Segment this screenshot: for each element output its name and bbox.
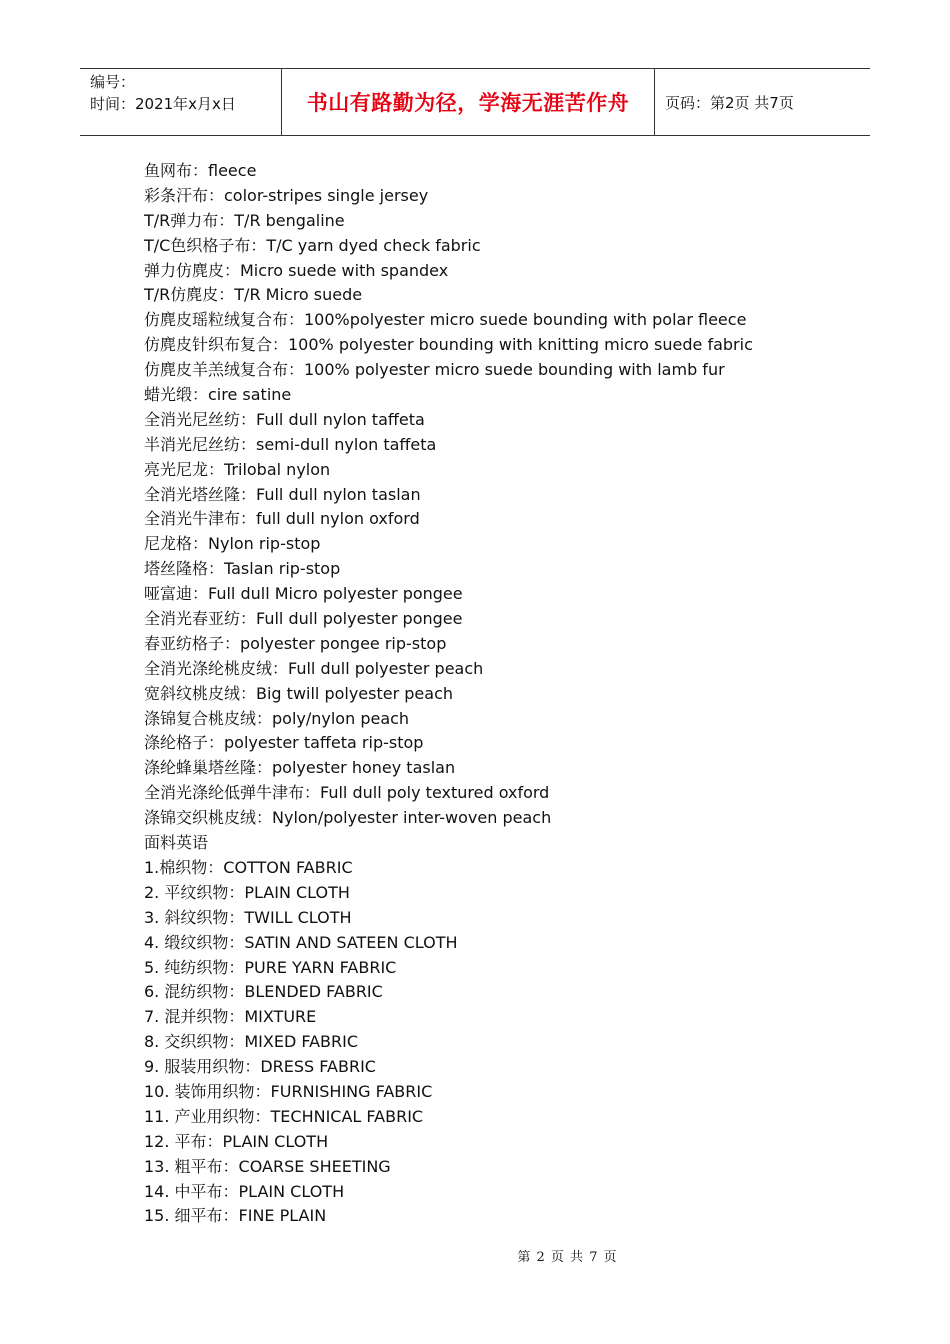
glossary-line: 亮光尼龙：Trilobal nylon bbox=[144, 459, 331, 479]
glossary-line: 9. 服装用织物：DRESS FABRIC bbox=[144, 1057, 376, 1077]
time-label: 时间：2021年x月x日 bbox=[90, 95, 236, 113]
header-divider bbox=[654, 69, 655, 135]
glossary-line: 涤纶格子：polyester taffeta rip-stop bbox=[144, 733, 424, 753]
glossary-line: 涤锦复合桃皮绒：poly/nylon peach bbox=[144, 708, 410, 728]
glossary-line: 仿麂皮羊羔绒复合布：100% polyester micro suede bounding with lamb fur bbox=[144, 360, 725, 380]
glossary-line: 哑富迪：Full dull Micro polyester pongee bbox=[144, 584, 463, 604]
number-label: 编号： bbox=[90, 73, 136, 91]
glossary-line: 全消光涤纶桃皮绒：Full dull polyester peach bbox=[144, 658, 484, 678]
glossary-line: 塔丝隆格：Taslan rip-stop bbox=[144, 559, 341, 579]
section-heading: 面料英语 bbox=[144, 833, 209, 853]
glossary-line: 7. 混并织物：MIXTURE bbox=[144, 1007, 317, 1027]
glossary-line: 尼龙格：Nylon rip-stop bbox=[144, 534, 321, 554]
glossary-line: T/R弹力布：T/R bengaline bbox=[144, 210, 345, 230]
glossary-line: 彩条汗布：color-stripes single jersey bbox=[144, 185, 429, 205]
glossary-line: 鱼网布：fleece bbox=[144, 161, 257, 180]
glossary-line: T/R仿麂皮：T/R Micro suede bbox=[144, 285, 363, 305]
page-footer bbox=[0, 1246, 950, 1265]
header-motto: 书山有路勤为径，学海无涯苦作舟 bbox=[306, 91, 630, 115]
glossary-line: 全消光塔丝隆：Full dull nylon taslan bbox=[144, 484, 421, 504]
glossary-line: 3. 斜纹织物：TWILL CLOTH bbox=[144, 907, 352, 927]
glossary-line: 12. 平布：PLAIN CLOTH bbox=[144, 1131, 329, 1151]
page-header bbox=[80, 68, 870, 136]
glossary-line: 14. 中平布：PLAIN CLOTH bbox=[144, 1181, 345, 1201]
glossary-line: 15. 细平布：FINE PLAIN bbox=[144, 1206, 327, 1226]
glossary-line: 11. 产业用织物：TECHNICAL FABRIC bbox=[144, 1106, 424, 1126]
glossary-line: 弹力仿麂皮：Micro suede with spandex bbox=[144, 260, 449, 280]
glossary-line: 1.棉织物：COTTON FABRIC bbox=[144, 857, 353, 877]
glossary-line: 6. 混纺织物：BLENDED FABRIC bbox=[144, 982, 383, 1002]
footer-page-number: 第 2 页 共 7 页 bbox=[517, 1250, 618, 1265]
glossary-line: 涤纶蜂巢塔丝隆：polyester honey taslan bbox=[144, 758, 456, 778]
glossary-line: 全消光涤纶低弹牛津布：Full dull poly textured oxford bbox=[144, 783, 550, 803]
glossary-line: 全消光牛津布：full dull nylon oxford bbox=[144, 509, 420, 529]
glossary-line: 全消光春亚纺：Full dull polyester pongee bbox=[144, 609, 463, 629]
glossary-line: 全消光尼丝纺：Full dull nylon taffeta bbox=[144, 409, 425, 429]
header-meta bbox=[90, 71, 280, 115]
glossary-line: 4. 缎纹织物：SATIN AND SATEEN CLOTH bbox=[144, 932, 458, 952]
glossary-line: 10. 装饰用织物：FURNISHING FABRIC bbox=[144, 1081, 433, 1101]
glossary-line: T/C色织格子布：T/C yarn dyed check fabric bbox=[144, 235, 481, 255]
glossary-line: 蜡光缎：cire satine bbox=[144, 385, 292, 405]
glossary-line: 仿麂皮瑶粒绒复合布：100%polyester micro suede bounding with polar fleece bbox=[144, 310, 747, 330]
glossary-body bbox=[144, 159, 844, 1229]
header-page-label: 页码：第2页 共7页 bbox=[665, 93, 794, 112]
glossary-line: 8. 交织织物：MIXED FABRIC bbox=[144, 1032, 359, 1052]
glossary-line: 半消光尼丝纺：semi-dull nylon taffeta bbox=[144, 434, 437, 454]
glossary-line: 仿麂皮针织布复合：100% polyester bounding with knitting micro suede fabric bbox=[144, 335, 753, 355]
glossary-line: 13. 粗平布：COARSE SHEETING bbox=[144, 1156, 391, 1176]
glossary-line: 2. 平纹织物：PLAIN CLOTH bbox=[144, 882, 350, 902]
glossary-line: 宽斜纹桃皮绒：Big twill polyester peach bbox=[144, 683, 454, 703]
glossary-line: 春亚纺格子：polyester pongee rip-stop bbox=[144, 633, 447, 653]
glossary-line: 涤锦交织桃皮绒：Nylon/polyester inter-woven peach bbox=[144, 808, 552, 828]
glossary-line: 5. 纯纺织物：PURE YARN FABRIC bbox=[144, 957, 397, 977]
